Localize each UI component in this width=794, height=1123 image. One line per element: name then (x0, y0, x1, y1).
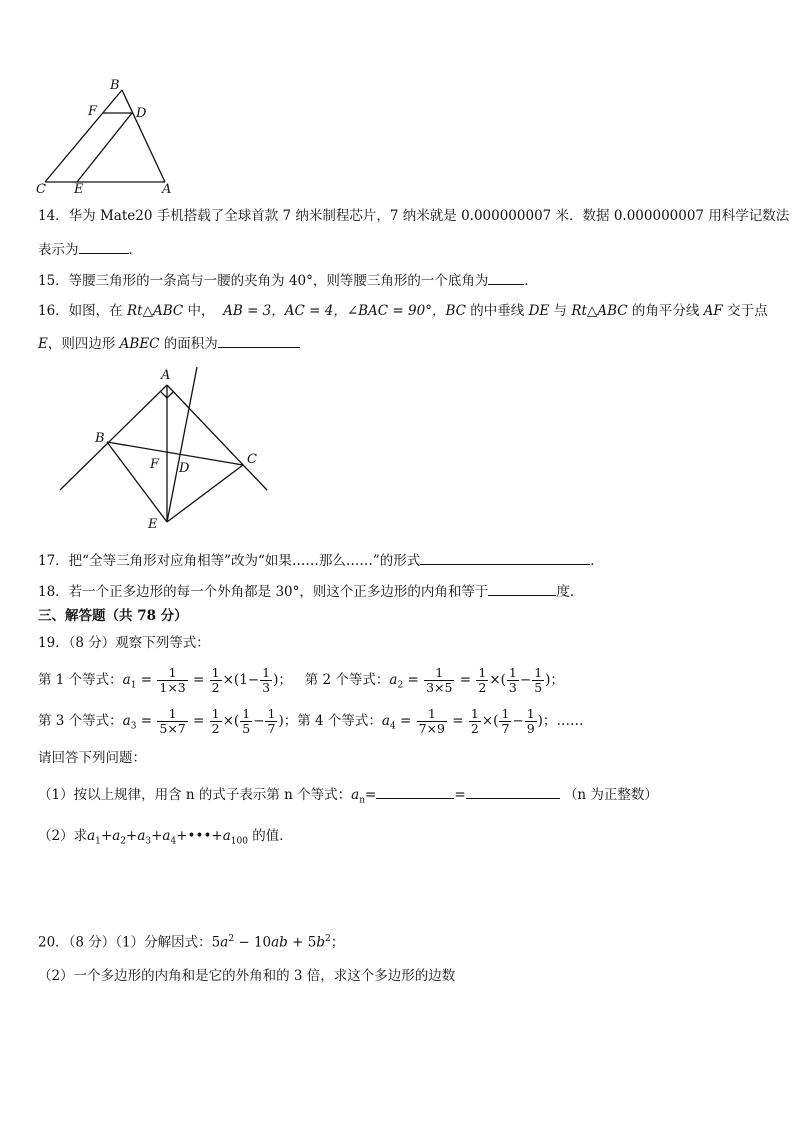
q14-text: 表示为 (38, 242, 79, 258)
question-14-line1: 14．华为 Mate20 手机搭载了全球首款 7 纳米制程芯片，7 纳米就是 0.000000007 米．数据 0.000000007 用科学记数法 (38, 208, 790, 224)
q16-p8: 的面积为 (159, 336, 218, 352)
q16-p7: ，则四边形 (47, 336, 120, 352)
question-20: 20．（8 分）（1）分解因式：$5a^2 - 10ab + 5b^2$； (38, 934, 345, 951)
q18-end: 度． (556, 584, 584, 600)
q17-text: 17．把“全等三角形对应角相等”改为“如果……那么……”的形式 (38, 553, 421, 569)
question-20-part2: （2）一个多边形的内角和是它的外角和的 3 倍，求这个多边形的边数 (38, 968, 456, 984)
q19-eq1-den: 1×3 (159, 680, 186, 695)
q19-part1-text: （1）按以上规律，用含 n 的式子表示第 n 个等式： (38, 787, 352, 803)
q19-part1-blank1[interactable] (376, 784, 454, 799)
q16-p1: 16．如图，在 (38, 303, 127, 319)
q16-p3: 的中垂线 (465, 303, 529, 319)
q16-p4: 与 (549, 303, 572, 319)
q19-eq3-t2: 7 (267, 721, 276, 736)
q19-eq4-t2: 9 (526, 721, 535, 736)
q18-text: 18．若一个正多边形的每一个外角都是 30°，则这个正多边形的内角和等于 (38, 584, 489, 600)
q16-rt1: Rt△ABC (126, 303, 184, 319)
fig2-label-D: D (179, 461, 190, 476)
q19-eq4-den: 7×9 (418, 721, 445, 736)
fig2-label-F: F (150, 457, 160, 472)
q15-text: 15．等腰三角形的一条高与一腰的夹角为 40°，则等腰三角形的一个底角为 (38, 273, 489, 289)
q20-text: 20．（8 分）（1）分解因式： (38, 934, 212, 951)
question-18 (38, 581, 583, 602)
fig2-label-E: E (148, 517, 158, 532)
question-17 (38, 550, 604, 571)
q15-end: ． (524, 273, 538, 289)
fig2-label-C: C (247, 452, 257, 467)
question-15 (38, 270, 538, 291)
fig2-label-B: B (95, 431, 105, 446)
q16-de: DE (528, 303, 550, 319)
q19-part2: （2）求$a_1+a_2+a_3+a_4+•••+a_{100}$ 的值． (38, 828, 293, 847)
question-16-line1 (38, 301, 768, 321)
q16-abec: ABEC (119, 336, 160, 352)
q19-part2-end: 的值． (252, 828, 293, 844)
q16-af: AF (703, 303, 723, 319)
q19-eq1-label: 第 1 个等式： (38, 672, 123, 688)
q19-part2-text: （2）求 (38, 828, 88, 844)
figure-quadrilateral-abec (55, 362, 275, 534)
section-title: 三、解答题（共 78 分） (38, 608, 188, 624)
figure-triangle-bfd (30, 74, 190, 196)
q19-eq4-t1: 7 (501, 721, 510, 736)
question-14-line2 (38, 239, 142, 260)
q19-eq3-t1: 5 (242, 721, 251, 736)
q16-p6: 交于点 (722, 303, 768, 319)
label-A: A (162, 182, 172, 196)
q16-p5: 的角平分线 (627, 303, 704, 319)
q16-ab: AB = 3，AC = 4，∠BAC = 90°，BC (223, 303, 466, 319)
label-C: C (36, 182, 46, 196)
q19-part1-note: （n 为正整数） (563, 787, 658, 803)
question-19-intro: 19．（8 分）观察下列等式： (38, 635, 210, 651)
label-D: D (136, 106, 147, 121)
q19-ask: 请回答下列问题： (38, 750, 146, 766)
q17-end: ． (590, 553, 604, 569)
q19-eq1-t2: 3 (262, 680, 271, 695)
q19-eq3-den: 5×7 (159, 721, 186, 736)
q19-eq2-t2: 5 (534, 680, 543, 695)
label-E: E (74, 182, 84, 196)
q15-answer-blank[interactable] (488, 270, 524, 285)
q19-eq2-t1: 3 (508, 680, 517, 695)
q19-eq2-den: 3×5 (426, 680, 453, 695)
q14-answer-blank[interactable] (79, 239, 129, 254)
q19-equations-row1: 第 1 个等式：$a_1$ = $\frac{1}{1\times 3}$ = $\frac{1}{2}$ ×(1− $\frac{1}{3}$ )； 第 2 个等式：$a_2$ = $\frac{1}{3\times 5}$ = $\frac{1}{2}$ ×( $\frac{1}{3}$ − $\frac{1}{5}$ )； (38, 665, 564, 695)
fig2-label-A: A (161, 368, 171, 383)
q16-p2: 中， (183, 303, 215, 319)
q19-eq4-label: 第 4 个等式： (297, 713, 382, 729)
question-16-line2 (38, 333, 300, 354)
q19-equations-row2: 第 3 个等式：$a_3$ = $\frac{1}{5\times 7}$ = $\frac{1}{2}$ ×( $\frac{1}{5}$ − $\frac{1}{7}$ )；第 4 个等式：$a_4$ = $\frac{1}{7\times 9}$ = $\frac{1}{2}$ ×( $\frac{1}{7}$ − $\frac{1}{9}$ )；…… (38, 706, 584, 736)
q17-answer-blank[interactable] (420, 550, 590, 565)
label-B: B (110, 78, 120, 93)
q19-eq2-label: 第 2 个等式： (304, 672, 390, 688)
q16-rt2: Rt△ABC (571, 303, 628, 319)
q18-answer-blank[interactable] (488, 581, 556, 596)
q14-end: ． (128, 242, 142, 258)
q19-part1-blank2[interactable] (466, 784, 560, 799)
q19-eq3-label: 第 3 个等式： (38, 713, 123, 729)
q19-ellipsis: …… (556, 713, 584, 729)
q19-part1: （1）按以上规律，用含 n 的式子表示第 n 个等式：$a_n= = (n$ 为正整数） (38, 784, 658, 811)
label-F: F (88, 104, 98, 119)
q16-answer-blank[interactable] (218, 333, 300, 348)
q16-e: E (38, 336, 48, 352)
